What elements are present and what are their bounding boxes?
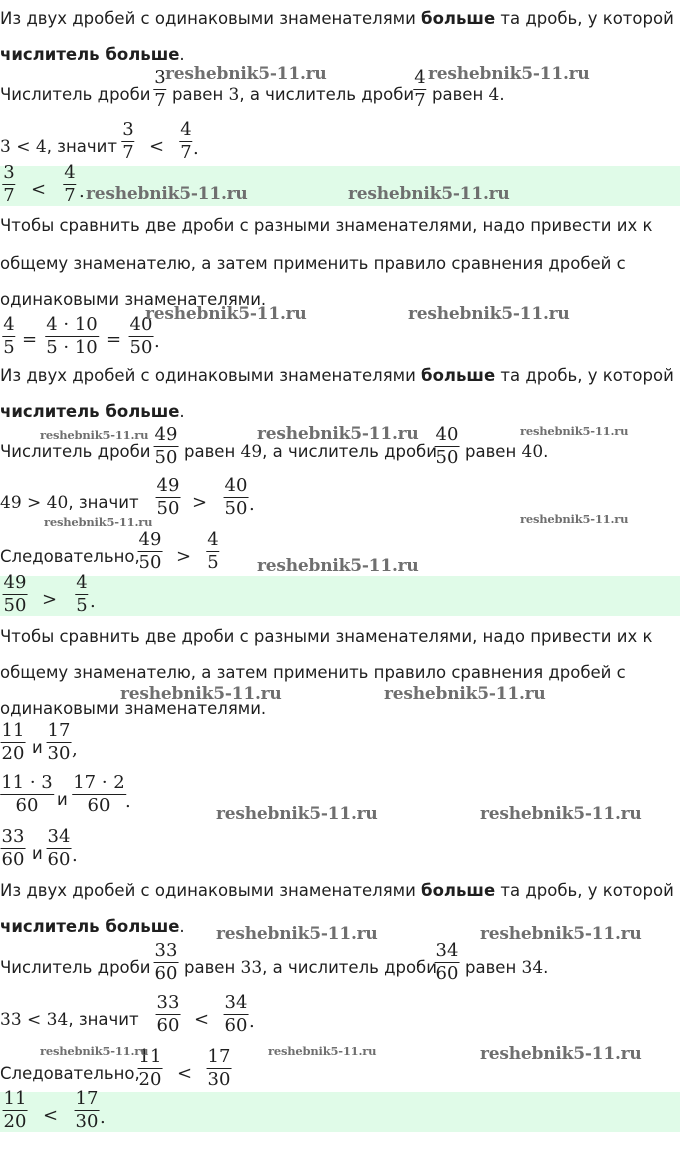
watermark: reshebnik5-11.ru (86, 184, 248, 204)
less-than-sign: < (194, 1009, 210, 1030)
period: . (249, 1011, 255, 1032)
watermark: reshebnik5-11.ru (268, 1044, 377, 1058)
watermark: reshebnik5-11.ru (384, 684, 546, 704)
comparison-statement: 49 > 40, значит (0, 493, 139, 513)
and-word: и (57, 790, 68, 809)
fraction-4-5: $\frac{4}{5}$ (207, 529, 219, 573)
equals-text: равен 33, а числитель дроби (184, 958, 437, 978)
period: . (154, 331, 160, 352)
fraction-11-20: $\frac{11}{20}$ (138, 1046, 162, 1090)
answer-highlight (0, 572, 680, 616)
greater-than-sign: > (192, 492, 208, 513)
fraction-33-60: $\frac{33}{60}$ (1, 826, 25, 870)
fraction-40-50: $\frac{40}{50}$ (129, 314, 153, 358)
watermark: reshebnik5-11.ru (257, 424, 419, 444)
answer-fraction-4-7: $\frac{4}{7}$ (64, 162, 76, 206)
watermark: reshebnik5-11.ru (480, 1044, 642, 1064)
watermark: reshebnik5-11.ru (40, 428, 149, 442)
fraction-49-50: $\frac{49}{50}$ (156, 475, 180, 519)
numerator-statement: Числитель дроби (0, 958, 151, 977)
equals-sign: = (106, 329, 122, 350)
fraction-expanded-a: $\frac{11 \cdot 3}{60}$ (1, 772, 53, 816)
numerator-statement: Числитель дроби (0, 442, 151, 461)
fraction-4-7: $\frac{4}{7}$ (414, 67, 426, 111)
fraction-17-30: $\frac{17}{30}$ (47, 720, 71, 764)
rule-same-denominator: Из двух дробей с одинаковыми знаменателями больше та дробь, у которой (0, 366, 674, 385)
period: . (100, 1107, 106, 1128)
comma: , (72, 739, 78, 760)
fraction-4-5: $\frac{4}{5}$ (3, 314, 15, 358)
greater-than-sign: > (176, 546, 192, 567)
equals-sign: = (22, 329, 38, 350)
equals-text: равен 34. (465, 958, 549, 978)
greater-than-sign: > (42, 589, 58, 610)
rule-same-denominator-end: числитель больше. (0, 402, 185, 421)
fraction-4-7: $\frac{4}{7}$ (180, 119, 192, 163)
fraction-49-50: $\frac{49}{50}$ (154, 424, 178, 468)
rule-same-denominator: Из двух дробей с одинаковыми знаменателями больше та дробь, у которой (0, 881, 674, 900)
answer-fraction-49-50: $\frac{49}{50}$ (3, 572, 27, 616)
period: . (90, 591, 96, 612)
fraction-3-7: $\frac{3}{7}$ (154, 67, 166, 111)
conclusion-statement: Следовательно, (0, 547, 140, 566)
fraction-40-50: $\frac{40}{50}$ (435, 424, 459, 468)
answer-fraction-11-20: $\frac{11}{20}$ (3, 1088, 27, 1132)
fraction-expanded: $\frac{4 \cdot 10}{5 \cdot 10}$ (46, 314, 98, 358)
fraction-17-30: $\frac{17}{30}$ (207, 1046, 231, 1090)
rule-same-denominator-end: числитель больше. (0, 45, 185, 64)
fraction-40-50: $\frac{40}{50}$ (224, 475, 248, 519)
fraction-11-20: $\frac{11}{20}$ (1, 720, 25, 764)
comparison-statement: 3 < 4, значит (0, 137, 117, 157)
watermark: reshebnik5-11.ru (480, 924, 642, 944)
answer-fraction-17-30: $\frac{17}{30}$ (75, 1088, 99, 1132)
rule-different-denominators-line2: общему знаменателю, а затем применить правило сравнения дробей с (0, 254, 626, 273)
period: . (249, 494, 255, 515)
watermark: reshebnik5-11.ru (480, 804, 642, 824)
and-word: и (32, 844, 43, 863)
numerator-statement: Числитель дроби (0, 85, 151, 104)
fraction-34-60: $\frac{34}{60}$ (224, 992, 248, 1036)
watermark: reshebnik5-11.ru (120, 684, 282, 704)
rule-same-denominator: Из двух дробей с одинаковыми знаменателями больше та дробь, у которой (0, 9, 674, 28)
fraction-33-60: $\frac{33}{60}$ (154, 940, 178, 984)
equals-text: равен 4. (432, 85, 505, 105)
rule-different-denominators-line1: Чтобы сравнить две дроби с разными знаменателями, надо привести их к (0, 216, 653, 235)
watermark: reshebnik5-11.ru (40, 1044, 149, 1058)
fraction-49-50: $\frac{49}{50}$ (138, 529, 162, 573)
watermark: reshebnik5-11.ru (165, 64, 327, 84)
watermark: reshebnik5-11.ru (216, 804, 378, 824)
fraction-3-7: $\frac{3}{7}$ (122, 119, 134, 163)
less-than-sign: < (31, 179, 47, 200)
less-than-sign: < (43, 1105, 59, 1126)
watermark: reshebnik5-11.ru (257, 556, 419, 576)
fraction-34-60: $\frac{34}{60}$ (435, 940, 459, 984)
comparison-statement: 33 < 34, значит (0, 1010, 139, 1030)
rule-different-denominators-line3: одинаковыми знаменателями. (0, 290, 267, 309)
watermark: reshebnik5-11.ru (44, 515, 153, 529)
watermark: reshebnik5-11.ru (216, 924, 378, 944)
equals-text: равен 49, а числитель дроби (184, 442, 437, 462)
rule-different-denominators-line2: общему знаменателю, а затем применить правило сравнения дробей с (0, 663, 626, 682)
watermark: reshebnik5-11.ru (428, 64, 590, 84)
equals-text: равен 40. (465, 442, 549, 462)
fraction-34-60: $\frac{34}{60}$ (47, 826, 71, 870)
period: . (79, 181, 85, 202)
fraction-33-60: $\frac{33}{60}$ (156, 992, 180, 1036)
period: . (125, 791, 131, 812)
period: . (72, 845, 78, 866)
rule-different-denominators-line3: одинаковыми знаменателями. (0, 699, 267, 718)
fraction-expanded-b: $\frac{17 \cdot 2}{60}$ (73, 772, 125, 816)
watermark: reshebnik5-11.ru (408, 304, 570, 324)
watermark: reshebnik5-11.ru (520, 512, 629, 526)
watermark: reshebnik5-11.ru (145, 304, 307, 324)
rule-same-denominator-end: числитель больше. (0, 917, 185, 936)
watermark: reshebnik5-11.ru (348, 184, 510, 204)
equals-text: равен 3, а числитель дроби (172, 85, 415, 105)
less-than-sign: < (149, 136, 165, 157)
conclusion-statement: Следовательно, (0, 1064, 140, 1083)
rule-different-denominators-line1: Чтобы сравнить две дроби с разными знаменателями, надо привести их к (0, 627, 653, 646)
and-word: и (32, 738, 43, 757)
answer-fraction-3-7: $\frac{3}{7}$ (3, 162, 15, 206)
less-than-sign: < (177, 1063, 193, 1084)
watermark: reshebnik5-11.ru (520, 424, 629, 438)
period: . (193, 138, 199, 159)
answer-fraction-4-5: $\frac{4}{5}$ (76, 572, 88, 616)
